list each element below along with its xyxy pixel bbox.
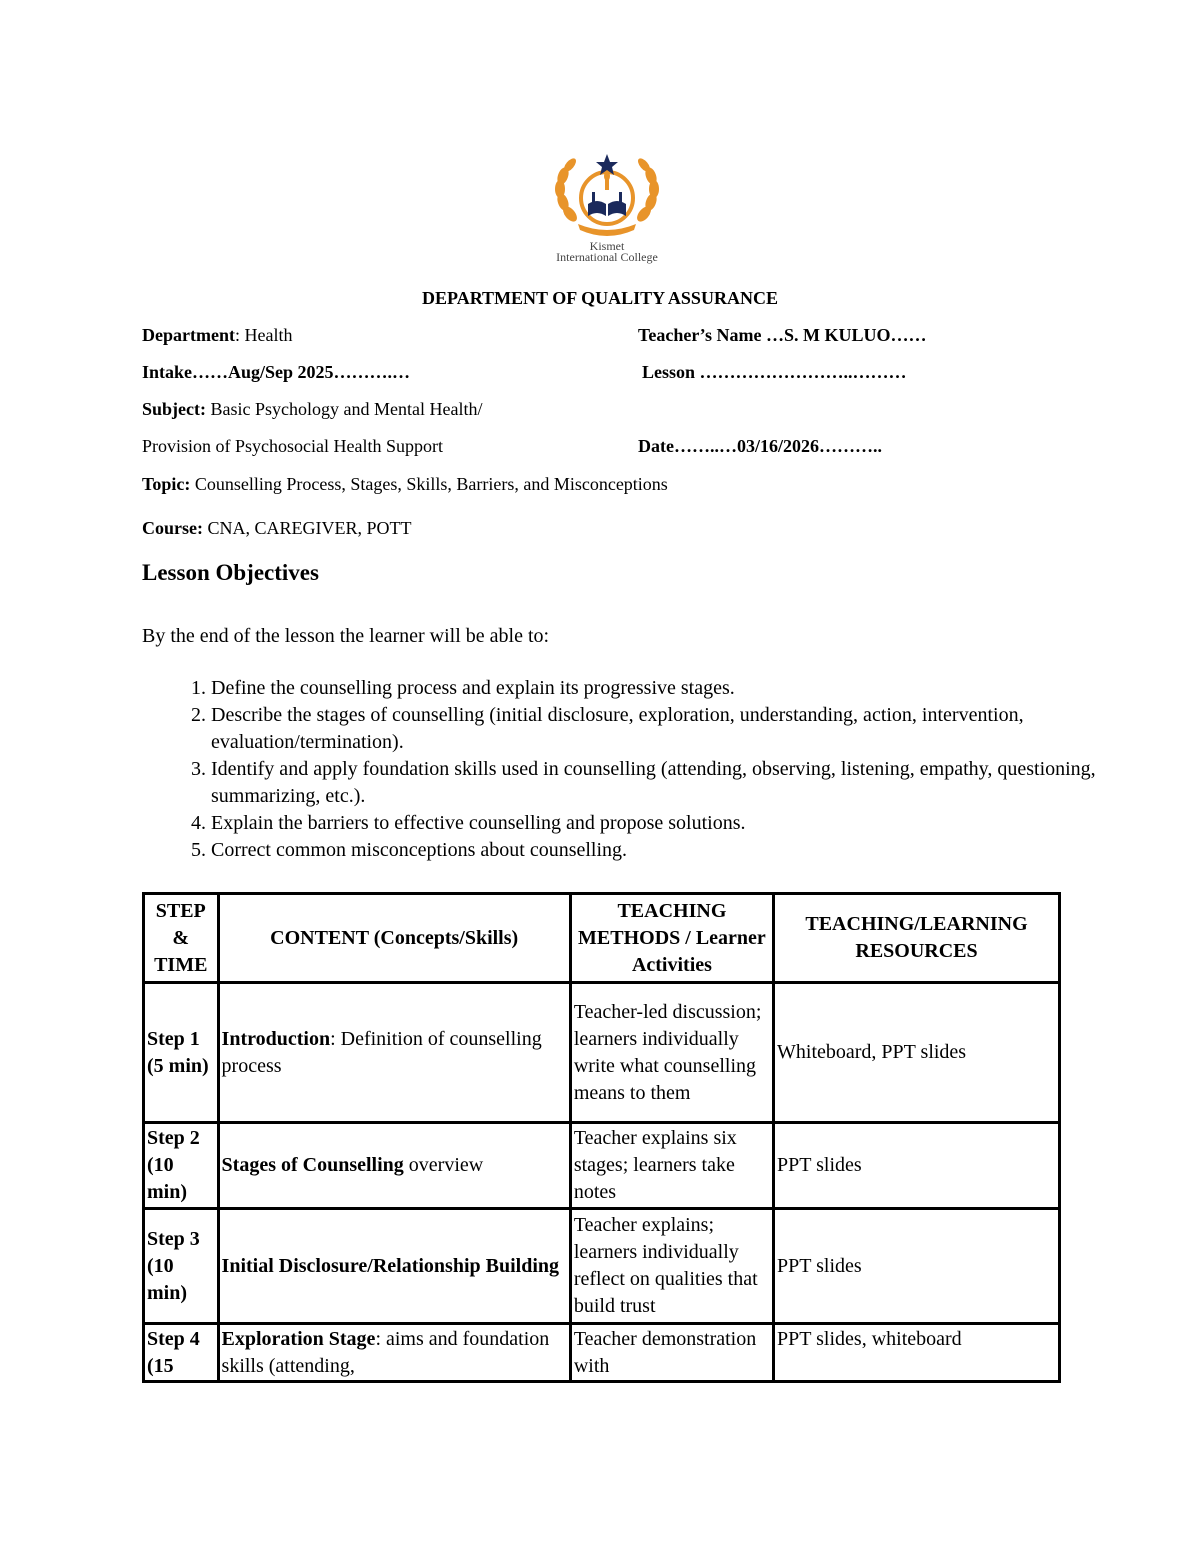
method-cell: Teacher-led discussion; learners individually write what counselling means to them [570, 983, 773, 1123]
subject-label: Subject: [142, 399, 206, 419]
resources-cell: PPT slides [774, 1123, 1060, 1209]
step-cell: Step 2 (10 min) [144, 1123, 219, 1209]
content-title: Stages of Counselling [221, 1154, 404, 1176]
topic-field [142, 474, 668, 495]
step-cell: Step 3 (10 min) [144, 1209, 219, 1324]
resources-cell: Whiteboard, PPT slides [774, 983, 1060, 1123]
content-detail: : Definition of counselling process [221, 1027, 542, 1077]
objectives-intro: By the end of the lesson the learner will be able to: [142, 625, 550, 647]
method-cell: Teacher explains; learners individually reflect on qualities that build trust [570, 1209, 773, 1324]
list-item: 1. Define the counselling process and explain its progressive stages. [211, 675, 1131, 702]
table-row [144, 1209, 1060, 1324]
course-field [142, 518, 412, 539]
logo-text-college-type: International College [556, 250, 658, 264]
department-label: Department [142, 325, 235, 345]
step-cell: Step 4 (15 [144, 1324, 219, 1382]
subject-field-continued: Provision of Psychosocial Health Support [142, 436, 443, 456]
header-step-time: STEP & TIME [144, 894, 219, 983]
list-item: 4. Explain the barriers to effective counselling and propose solutions. [211, 810, 1131, 837]
teacher-name-field: Teacher’s Name …S. M KULUO…… [638, 325, 927, 345]
content-cell [218, 983, 570, 1123]
subject-field [142, 399, 482, 420]
department-field [142, 325, 292, 346]
logo-text-college-name: Kismet [589, 239, 625, 253]
course-label: Course: [142, 518, 203, 538]
header-teaching-methods: TEACHING METHODS / Learner Activities [570, 894, 773, 983]
step-cell: Step 1 (5 min) [144, 983, 219, 1123]
content-title: Initial Disclosure/Relationship Building [221, 1254, 560, 1277]
content-detail: : aims and foundation skills (attending, [221, 1327, 550, 1377]
lesson-plan-table [142, 892, 1061, 1383]
resources-cell: PPT slides [774, 1209, 1060, 1324]
intake-field: Intake……Aug/Sep 2025……….… [142, 362, 411, 382]
logo-emblem-icon [548, 152, 666, 238]
content-detail: overview [403, 1154, 484, 1176]
college-logo [548, 152, 666, 264]
table-row [144, 1324, 1060, 1382]
department-heading: DEPARTMENT OF QUALITY ASSURANCE [422, 288, 778, 308]
content-title: Introduction [221, 1027, 331, 1050]
department-value: : Health [234, 325, 293, 345]
list-item: 3. Identify and apply foundation skills used in counselling (attending, observing, listening, empathy, questioning, summarizing, etc.). [211, 756, 1131, 810]
list-item: 2. Describe the stages of counselling (initial disclosure, exploration, understanding, action, intervention, evaluation/termination). [211, 702, 1131, 756]
date-field: Date……..…03/16/2026……….. [638, 436, 882, 456]
subject-value: Basic Psychology and Mental Health/ [206, 399, 483, 419]
topic-value: Counselling Process, Stages, Skills, Barriers, and Misconceptions [190, 474, 668, 494]
lesson-field: Lesson ……………………..……… [642, 362, 907, 382]
header-resources: TEACHING/LEARNING RESOURCES [774, 894, 1060, 983]
table-header-row [144, 894, 1060, 983]
resources-cell: PPT slides, whiteboard [774, 1324, 1060, 1382]
content-cell [218, 1123, 570, 1209]
method-cell: Teacher explains six stages; learners take notes [570, 1123, 773, 1209]
method-cell: Teacher demonstration with [570, 1324, 773, 1382]
table-row [144, 1123, 1060, 1209]
content-cell [218, 1324, 570, 1382]
lesson-objectives-title: Lesson Objectives [142, 560, 319, 585]
topic-label: Topic: [142, 474, 191, 494]
content-title: Exploration Stage [221, 1327, 376, 1350]
list-item: 5. Correct common misconceptions about counselling. [211, 837, 1131, 864]
course-value: CNA, CAREGIVER, POTT [203, 518, 412, 538]
objectives-list [142, 675, 1131, 864]
table-row [144, 983, 1060, 1123]
header-content: CONTENT (Concepts/Skills) [218, 894, 570, 983]
content-cell [218, 1209, 570, 1324]
